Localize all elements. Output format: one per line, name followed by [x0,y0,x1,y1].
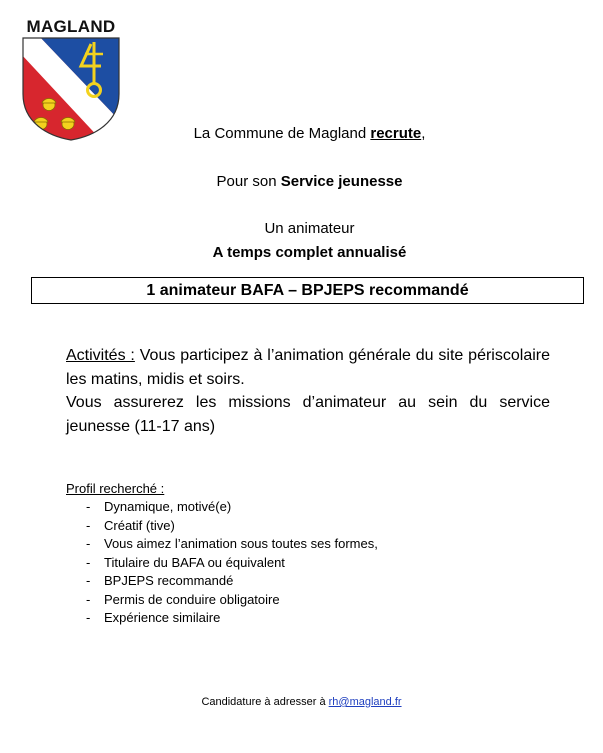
footer-text: Candidature à adresser à [201,696,329,708]
footer [0,694,603,710]
list-item: - Dynamique, motivé(e) [86,499,232,514]
activites-paragraph-2: Vous assurerez les missions d’animateur au sein du service jeunesse (11-17 ans) [66,394,550,435]
header-line-animateur: Un animateur [264,220,355,237]
profil-list [66,498,466,628]
list-item: - Titulaire du BAFA ou équivalent [86,554,285,570]
activites-label: Activités : [66,347,135,364]
job-title-box: 1 animateur BAFA – BPJEPS recommandé [31,277,584,304]
profil-title: Profil recherché : [66,481,165,496]
header-line-temps-complet: A temps complet annualisé [212,244,407,261]
list-item: - Créatif (tive) [86,517,175,533]
list-item: - Expérience similaire [86,610,221,625]
logo-name: MAGLAND [26,17,116,36]
list-item: - BPJEPS recommandé [86,573,234,588]
activites-paragraph-1: Activités : Vous participez à l’animation générale du site périscolaire les matins, midis et soirs. [66,347,550,388]
recrute-emphasis: recrute [370,125,422,142]
list-item: - Vous aimez l’animation sous toutes ses formes, [86,536,378,551]
email-link[interactable]: rh@magland.fr [328,696,402,708]
profil-section [66,480,466,628]
list-item: - Permis de conduire obligatoire [86,591,280,607]
activites-section [66,344,550,438]
service-jeunesse-emphasis: Service jeunesse [280,173,403,190]
header-line-service: Pour son Service jeunesse [216,173,403,190]
header-line-recrute: La Commune de Magland recrute, [193,125,426,142]
